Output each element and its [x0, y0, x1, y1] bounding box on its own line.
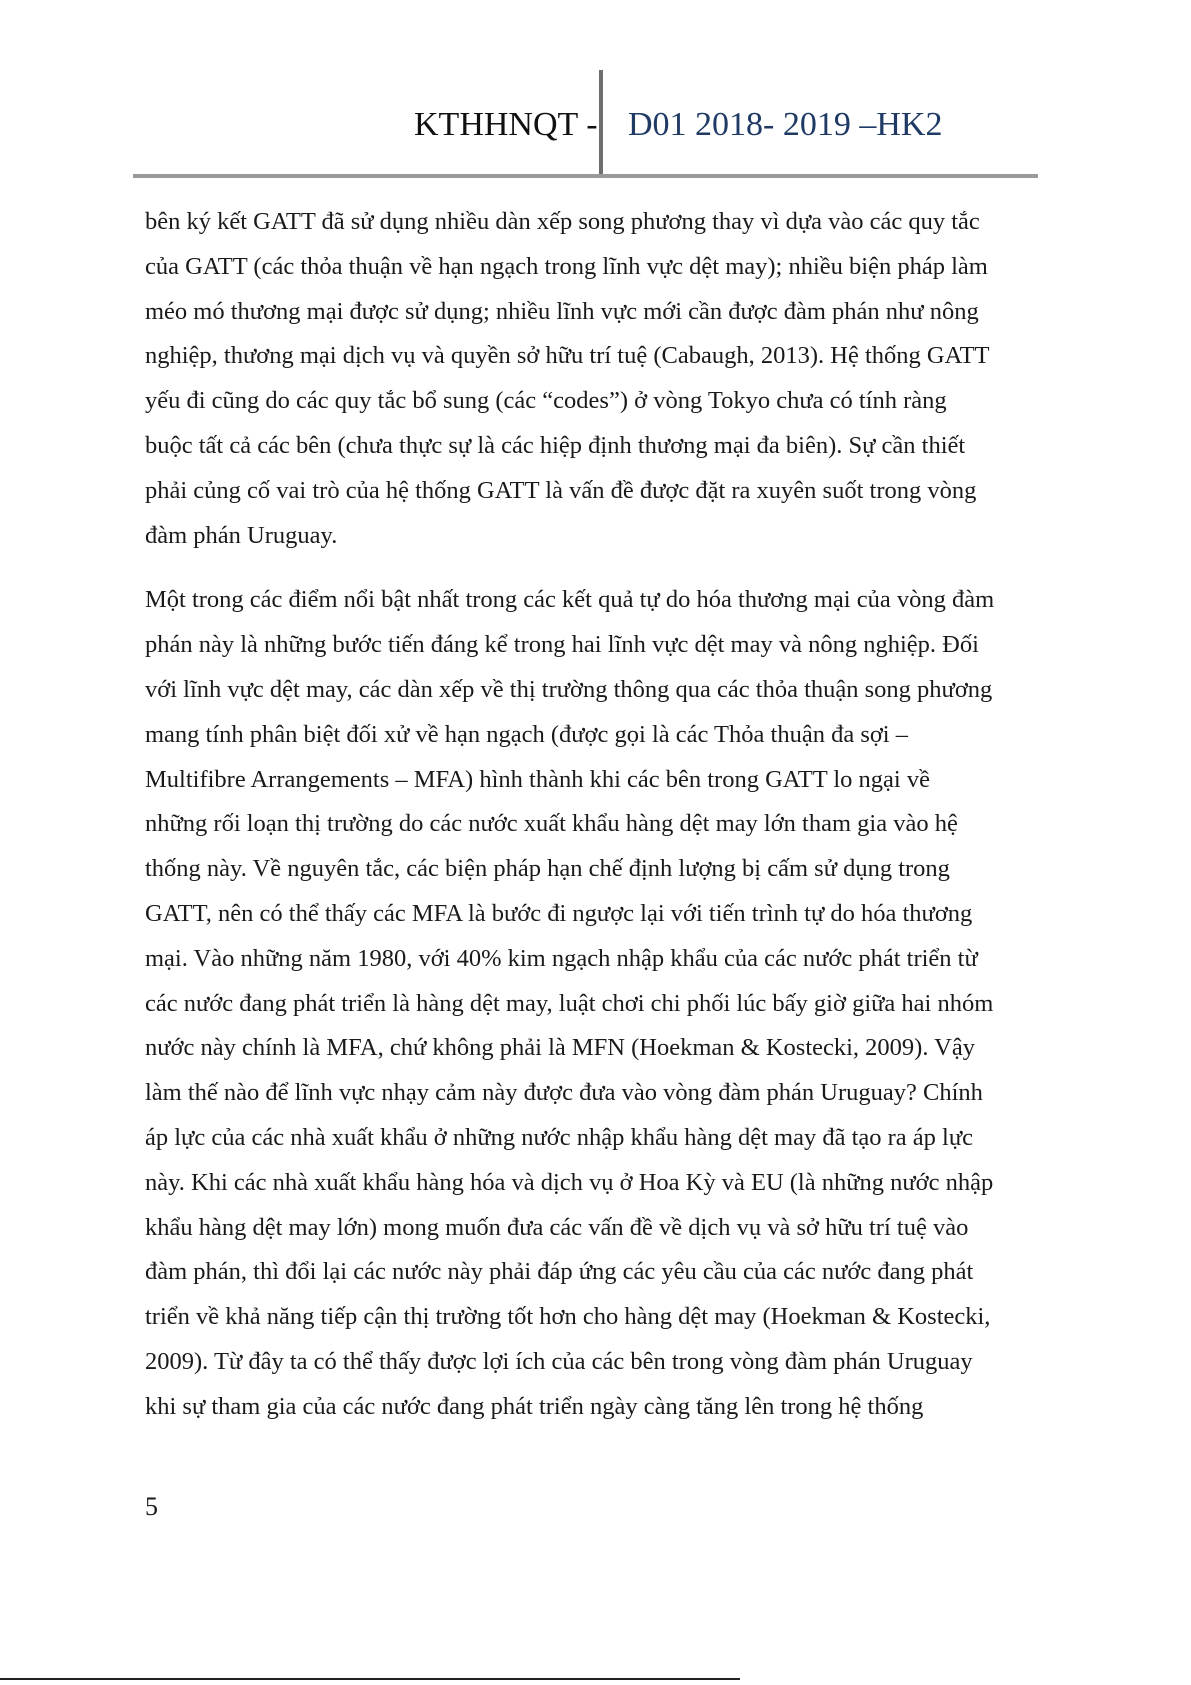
header-course-code: KTHHNQT -	[414, 106, 598, 143]
text-line: buộc tất cả các bên (chưa thực sự là các hiệp định thương mại đa biên). Sự cần thiết	[145, 431, 966, 459]
text-line: những rối loạn thị trường do các nước xuất khẩu hàng dệt may lớn tham gia vào hệ	[145, 810, 958, 838]
text-line: này. Khi các nhà xuất khẩu hàng hóa và dịch vụ ở Hoa Kỳ và EU (là những nước nhập	[145, 1168, 994, 1196]
body-text	[145, 200, 1065, 1430]
paragraph-1	[145, 200, 1065, 558]
text-line: triển về khả năng tiếp cận thị trường tốt hơn cho hàng dệt may (Hoekman & Kostecki,	[145, 1303, 991, 1331]
text-line: với lĩnh vực dệt may, các dàn xếp về thị trường thông qua các thỏa thuận song phương	[145, 675, 993, 703]
text-line: Một trong các điểm nổi bật nhất trong các kết quả tự do hóa thương mại của vòng đàm	[145, 586, 995, 614]
header-vertical-rule	[599, 70, 603, 176]
text-line: áp lực của các nhà xuất khẩu ở những nước nhập khẩu hàng dệt may đã tạo ra áp lực	[145, 1123, 974, 1151]
text-line: các nước đang phát triển là hàng dệt may, luật chơi chi phối lúc bấy giờ giữa hai nhóm	[145, 989, 994, 1017]
page-number: 5	[145, 1492, 158, 1521]
paragraph-2	[145, 578, 1065, 1429]
bottom-rule	[0, 1678, 740, 1680]
text-line: nghiệp, thương mại dịch vụ và quyền sở hữu trí tuệ (Cabaugh, 2013). Hệ thống GATT	[145, 342, 990, 370]
text-line: méo mó thương mại được sử dụng; nhiều lĩnh vực mới cần được đàm phán như nông	[145, 297, 979, 325]
text-line: đàm phán Uruguay.	[145, 521, 338, 549]
text-line: khẩu hàng dệt may lớn) mong muốn đưa các vấn đề về dịch vụ và sở hữu trí tuệ vào	[145, 1213, 969, 1241]
text-line: khi sự tham gia của các nước đang phát triển ngày càng tăng lên trong hệ thống	[145, 1392, 924, 1420]
text-line: đàm phán, thì đổi lại các nước này phải đáp ứng các yêu cầu của các nước đang phát	[145, 1258, 974, 1286]
text-line: làm thế nào để lĩnh vực nhạy cảm này được đưa vào vòng đàm phán Uruguay? Chính	[145, 1079, 983, 1107]
text-line: nước này chính là MFA, chứ không phải là MFN (Hoekman & Kostecki, 2009). Vậy	[145, 1034, 975, 1062]
header-term: D01 2018- 2019 –HK2	[628, 106, 943, 143]
text-line: yếu đi cũng do các quy tắc bổ sung (các “codes”) ở vòng Tokyo chưa có tính ràng	[145, 387, 947, 415]
text-line: bên ký kết GATT đã sử dụng nhiều dàn xếp song phương thay vì dựa vào các quy tắc	[145, 208, 980, 235]
header-horizontal-rule	[133, 174, 1038, 178]
text-line: phải củng cố vai trò của hệ thống GATT là vấn đề được đặt ra xuyên suốt trong vòng	[145, 476, 977, 504]
text-line: 2009). Từ đây ta có thể thấy được lợi ích của các bên trong vòng đàm phán Uruguay	[145, 1347, 973, 1375]
text-line: thống này. Về nguyên tắc, các biện pháp hạn chế định lượng bị cấm sử dụng trong	[145, 855, 950, 883]
text-line: của GATT (các thỏa thuận về hạn ngạch trong lĩnh vực dệt may); nhiều biện pháp làm	[145, 252, 988, 280]
text-line: phán này là những bước tiến đáng kể trong hai lĩnh vực dệt may và nông nghiệp. Đối	[145, 631, 979, 659]
text-line: mang tính phân biệt đối xử về hạn ngạch (được gọi là các Thỏa thuận đa sợi –	[145, 720, 908, 748]
text-line: mại. Vào những năm 1980, với 40% kim ngạch nhập khẩu của các nước phát triển từ	[145, 944, 978, 972]
text-line: Multifibre Arrangements – MFA) hình thành khi các bên trong GATT lo ngại về	[145, 765, 930, 793]
text-line: GATT, nên có thể thấy các MFA là bước đi ngược lại với tiến trình tự do hóa thương	[145, 899, 973, 927]
